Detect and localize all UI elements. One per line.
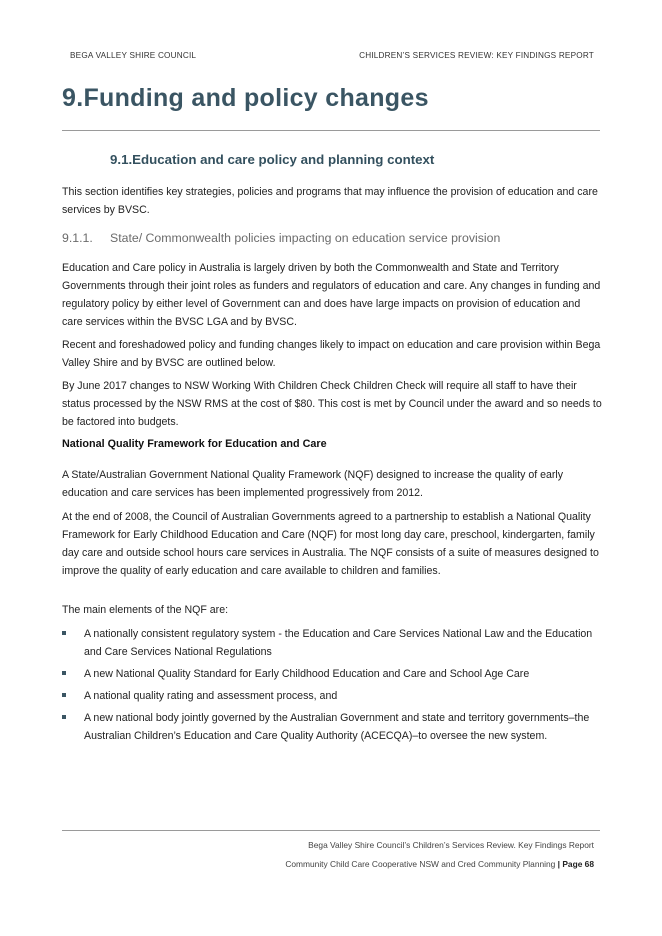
paragraph-coag: At the end of 2008, the Council of Australian Governments agreed to a partnership to establish a National Quality Framework for Early Childhood Education and Care (NQF) for most long day care, preschool, kindergarten, family day care and outside school hours care services in Australia. The NQF consists of a suite of measures designed to improve the quality of early education and care available to children and families. xyxy=(62,511,599,577)
running-header-left: BEGA VALLEY SHIRE COUNCIL xyxy=(70,51,197,60)
subsection-number: 9.1.1. xyxy=(62,231,93,245)
intro-paragraph: This section identifies key strategies, policies and programs that may influence the provision of education and care services by BVSC. xyxy=(62,186,598,216)
nqf-elements-list xyxy=(62,625,602,749)
heading-divider xyxy=(62,130,600,131)
footer-report-title: Bega Valley Shire Council’s Children’s Services Review. Key Findings Report xyxy=(308,840,594,850)
bullet-marker xyxy=(62,693,66,697)
footer-separator: | xyxy=(557,859,560,869)
subsection-heading xyxy=(62,231,500,245)
chapter-heading: 9.Funding and policy changes xyxy=(62,84,429,112)
footer-credits xyxy=(285,859,594,869)
section-heading: 9.1.Education and care policy and planning context xyxy=(110,152,435,167)
running-header-right: CHILDREN’S SERVICES REVIEW: KEY FINDINGS REPORT xyxy=(359,51,594,60)
list-item: A nationally consistent regulatory system - the Education and Care Services National Law and the Education and Care Services National Regulations xyxy=(62,625,602,661)
paragraph-nqf-elements: The main elements of the NQF are: xyxy=(62,604,229,616)
subsection-title: State/ Commonwealth policies impacting on education service provision xyxy=(110,231,501,245)
paragraph-recent-changes: Recent and foreshadowed policy and funding changes likely to impact on education and care provision within Bega Valley Shire and by BVSC are outlined below. xyxy=(62,339,601,369)
paragraph-nqf-intro: A State/Australian Government National Quality Framework (NQF) designed to increase the quality of early education and care services has been implemented progressively from 2012. xyxy=(62,469,564,499)
footer-divider xyxy=(62,830,600,831)
page-number: Page 68 xyxy=(562,859,594,869)
list-item: A new national body jointly governed by the Australian Government and state and territory governments–the Australian Children’s Education and Care Quality Authority (ACECQA)–to oversee the new system. xyxy=(62,709,602,745)
footer-authors: Community Child Care Cooperative NSW and Cred Community Planning xyxy=(285,859,556,869)
bullet-marker xyxy=(62,715,66,719)
paragraph-policy-drivers: Education and Care policy in Australia is largely driven by both the Commonwealth and State and Territory Governments through their joint roles as funders and regulators of education and care. Any changes in funding and regulatory policy by either level of Government can and does have large impacts on provision of education and care services within the BVSC LGA and by BVSC. xyxy=(62,262,601,328)
list-item: A national quality rating and assessment process, and xyxy=(62,687,602,705)
nqf-heading: National Quality Framework for Education and Care xyxy=(62,438,327,450)
list-item: A new National Quality Standard for Early Childhood Education and Care and School Age Care xyxy=(62,665,602,683)
bullet-marker xyxy=(62,631,66,635)
bullet-marker xyxy=(62,671,66,675)
paragraph-wwcc: By June 2017 changes to NSW Working With Children Check Children Check will require all staff to have their status processed by the NSW RMS at the cost of $80. This cost is met by Council under the award and so needs to be factored into budgets. xyxy=(62,380,602,428)
